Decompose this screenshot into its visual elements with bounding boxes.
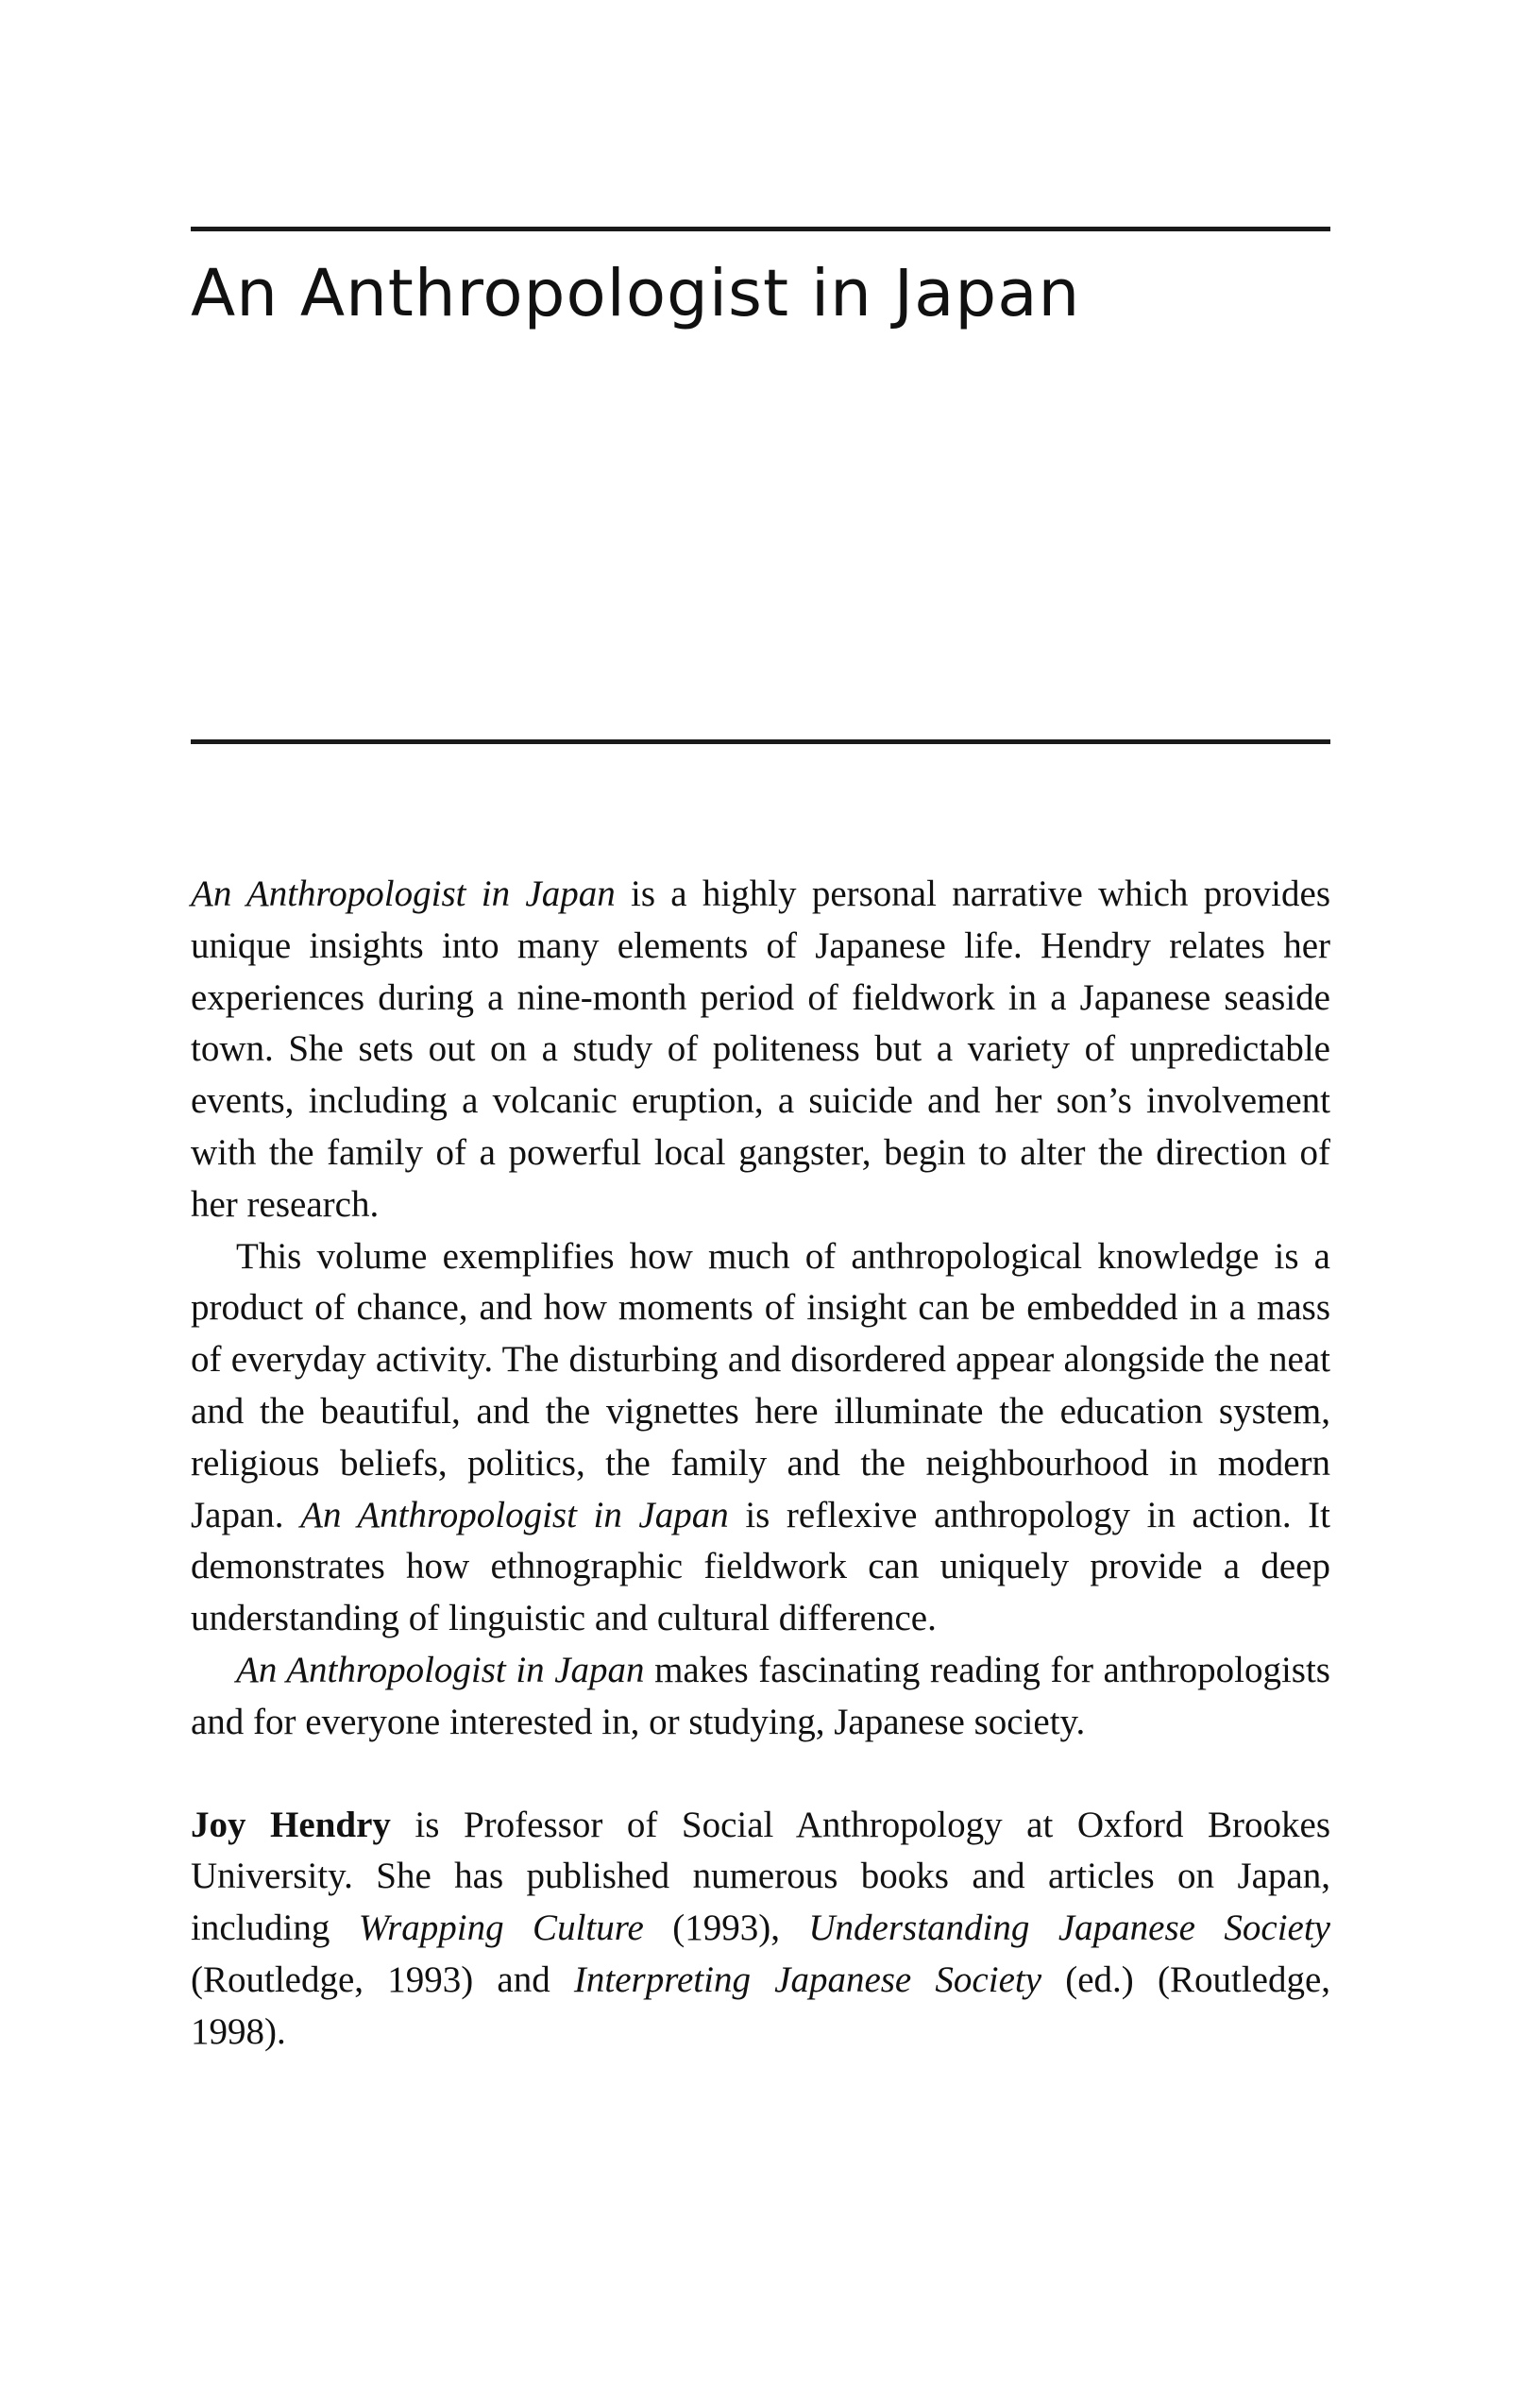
- bio-text: (ed.) (Routledge, 1998).: [191, 1959, 1331, 2052]
- paragraph-text: This volume exemplifies how much of anthropological knowledge is a product of chance, and how moments of insight can be embedded in a mass of everyday activity. The disturbing and disordered appear alongside the neat and the beautiful, and the vignettes here illuminate the education system, religious beliefs, politics, the family and the neighbourhood in modern Japan.: [191, 1235, 1330, 1535]
- blurb-paragraph-2: [191, 1231, 1330, 1645]
- bio-text: (1993),: [643, 1908, 809, 1949]
- book-title-italic: Wrapping Culture: [358, 1908, 644, 1949]
- book-title-italic: Interpreting Japanese Society: [573, 1959, 1042, 2000]
- book-title-italic: An Anthropologist in Japan: [191, 873, 616, 914]
- paragraph-text: is reflexive anthropology in action. It demonstrates how ethnographic fieldwork can uniquely provide a deep understanding of linguistic and cultural difference.: [191, 1494, 1330, 1639]
- book-title-italic: An Anthropologist in Japan: [236, 1649, 645, 1690]
- bio-text: is Professor of Social Anthropology at Oxford Brookes University. She has published numerous books and articles on Japan, including: [191, 1804, 1330, 1949]
- blurb-text: [191, 869, 1330, 2059]
- author-bio: [191, 1800, 1330, 2059]
- top-rule: [191, 227, 1330, 231]
- paragraph-text: makes fascinating reading for anthropologists and for everyone interested in, or studying, Japanese society.: [191, 1649, 1330, 1742]
- blurb-paragraph-3: [191, 1645, 1330, 1749]
- book-title-italic: An Anthropologist in Japan: [300, 1494, 729, 1535]
- paragraph-text: is a highly personal narrative which provides unique insights into many elements of Japanese life. Hendry relates her experiences during a nine-month period of fieldwork in a Japanese seaside town. She sets out on a study of politeness but a variety of unpredictable events, including a volcanic eruption, a suicide and her son’s involvement with the family of a powerful local gangster, begin to alter the direction of her research.: [191, 873, 1331, 1225]
- page-title: An Anthropologist in Japan: [191, 256, 1081, 331]
- bottom-rule: [191, 739, 1330, 744]
- blurb-paragraph-1: [191, 869, 1330, 1231]
- author-name: Joy Hendry: [191, 1804, 391, 1845]
- bio-text: (Routledge, 1993) and: [191, 1959, 574, 2000]
- book-title-italic: Understanding Japanese Society: [808, 1908, 1330, 1949]
